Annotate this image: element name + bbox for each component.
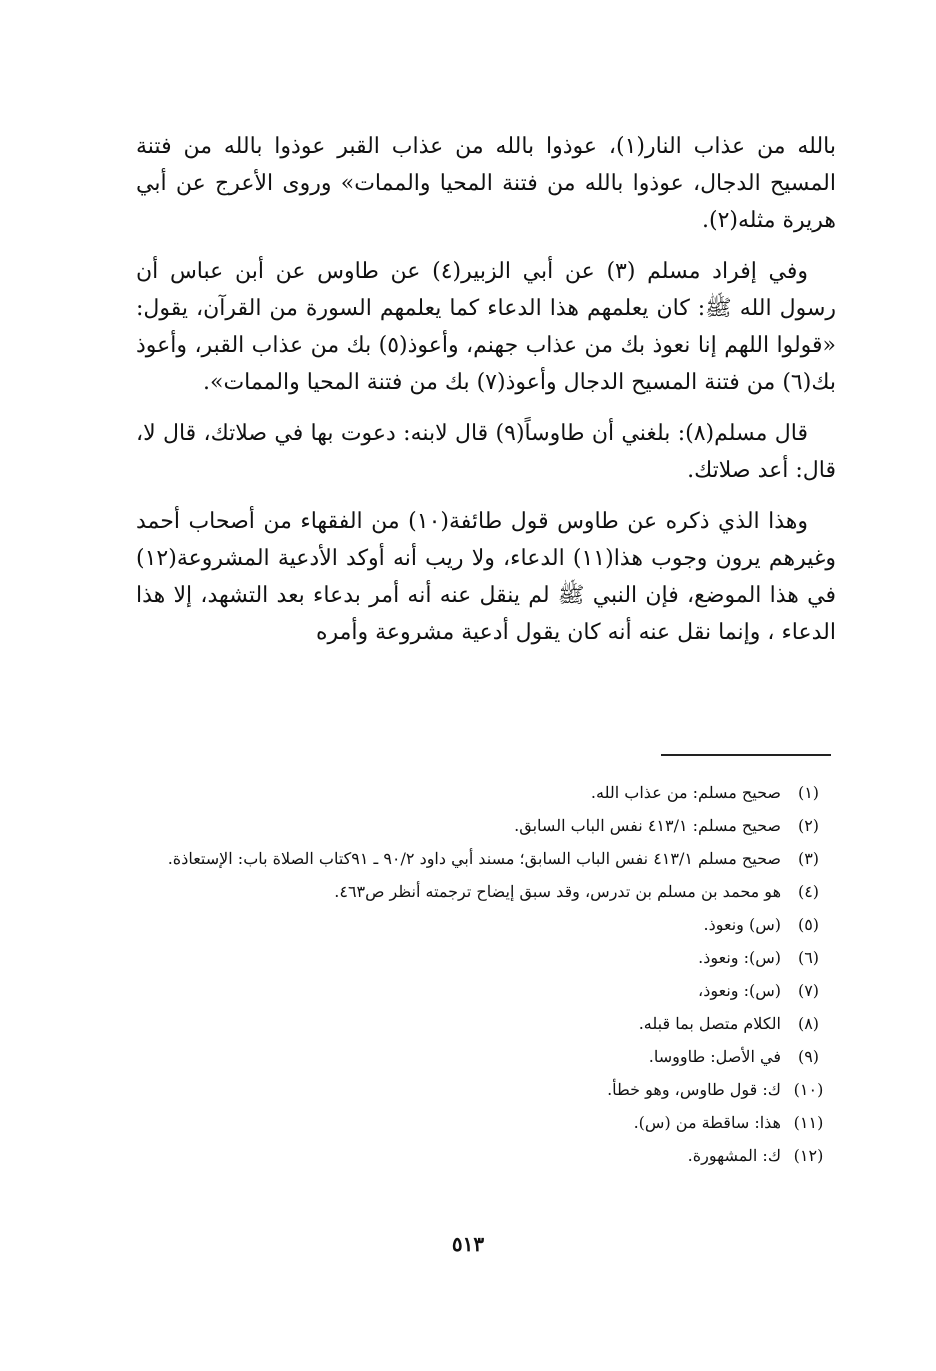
footnote-9 (136, 1040, 836, 1073)
footnote-text: في الأصل: طاووسا. (648, 1047, 781, 1066)
footnote-number: (٥) (797, 915, 820, 934)
footnotes (136, 776, 836, 1172)
footnote-8 (136, 1007, 836, 1040)
paragraph-3: قال مسلم(٨): بلغني أن طاوساً(٩) قال لابنه: دعوت بها في صلاتك، قال لا، قال: أعد صلاتك. (136, 421, 836, 483)
footnote-text: (س) ونعوذ. (703, 915, 781, 934)
footnote-12 (136, 1139, 836, 1172)
footnote-text: صحيح مسلم: ٤١٣/١ نفس الباب السابق. (514, 816, 781, 835)
page-number: ٥١٣ (451, 1232, 485, 1256)
footnote-4 (136, 875, 836, 908)
footnote-6 (136, 941, 836, 974)
main-text (136, 128, 836, 665)
footnote-2 (136, 809, 836, 842)
footnote-text: ك: المشهورة. (687, 1146, 781, 1165)
footnote-number: (٦) (797, 948, 820, 967)
paragraph-1: بالله من عذاب النار(١)، عوذوا بالله من عذاب القبر عوذوا بالله من فتنة المسيح الدجال، عوذوا بالله من فتنة المحيا والممات» وروى الأعرج عن أبي هريرة مثله(٢). (136, 134, 836, 233)
footnote-separator (661, 754, 831, 756)
footnote-11 (136, 1106, 836, 1139)
paragraph-4: وهذا الذي ذكره عن طاوس قول طائفة(١٠) من الفقهاء من أصحاب أحمد وغيرهم يرون وجوب هذا(١١) الدعاء، ولا ريب أنه أوكد الأدعية المشروعة(١٢) في هذا الموضع، فإن النبي ﷺ لم ينقل عنه أنه أمر بدعاء بعد التشهد، إلا هذا الدعاء ، وإنما نقل عنه أنه كان يقول أدعية مشروعة وأمره (136, 509, 836, 645)
footnote-3 (136, 842, 836, 875)
footnote-text: (س): ونعوذ. (698, 948, 781, 967)
footnote-number: (٢) (797, 816, 820, 835)
footnote-text: الكلام متصل بما قبله. (638, 1014, 781, 1033)
paragraph-2: وفي إفراد مسلم (٣) عن أبي الزبير(٤) عن طاوس عن أبن عباس أن رسول الله ﷺ: كان يعلمهم هذا الدعاء كما يعلمهم السورة من القرآن، يقول: «قولوا اللهم إنا نعوذ بك من عذاب جهنم، وأعوذ(٥) بك من عذاب القبر، وأعوذ بك(٦) من فتنة المسيح الدجال وأعوذ(٧) بك من فتنة المحيا والممات». (136, 259, 837, 395)
footnote-text: صحيح مسلم: من عذاب الله. (590, 783, 781, 802)
footnote-number: (٨) (797, 1014, 820, 1033)
footnote-text: صحيح مسلم ٤١٣/١ نفس الباب السابق؛ مسند أبي داود ٩٠/٢ ـ ٩١كتاب الصلاة باب: الإستعاذة. (167, 849, 781, 868)
footnote-number: (١١) (793, 1113, 824, 1132)
footnote-text: هذا: ساقطة من (س). (633, 1113, 781, 1132)
footnote-text: (س): ونعوذ، (698, 981, 781, 1000)
footnote-number: (٤) (797, 882, 820, 901)
footnote-number: (٧) (797, 981, 820, 1000)
footnote-text: هو محمد بن مسلم بن تدرس، وقد سبق إيضاح ترجمته أنظر ص٤٦٣. (334, 882, 781, 901)
footnote-1 (136, 776, 836, 809)
footnote-number: (١٠) (793, 1080, 824, 1099)
footnote-text: ك: قول طاوس، وهو خطأ. (607, 1080, 781, 1099)
footnote-10 (136, 1073, 836, 1106)
footnote-5 (136, 908, 836, 941)
footnote-number: (١٢) (793, 1146, 824, 1165)
footnote-number: (٣) (797, 849, 820, 868)
footnote-number: (٩) (797, 1047, 820, 1066)
footnote-7 (136, 974, 836, 1007)
footnote-number: (١) (797, 783, 820, 802)
